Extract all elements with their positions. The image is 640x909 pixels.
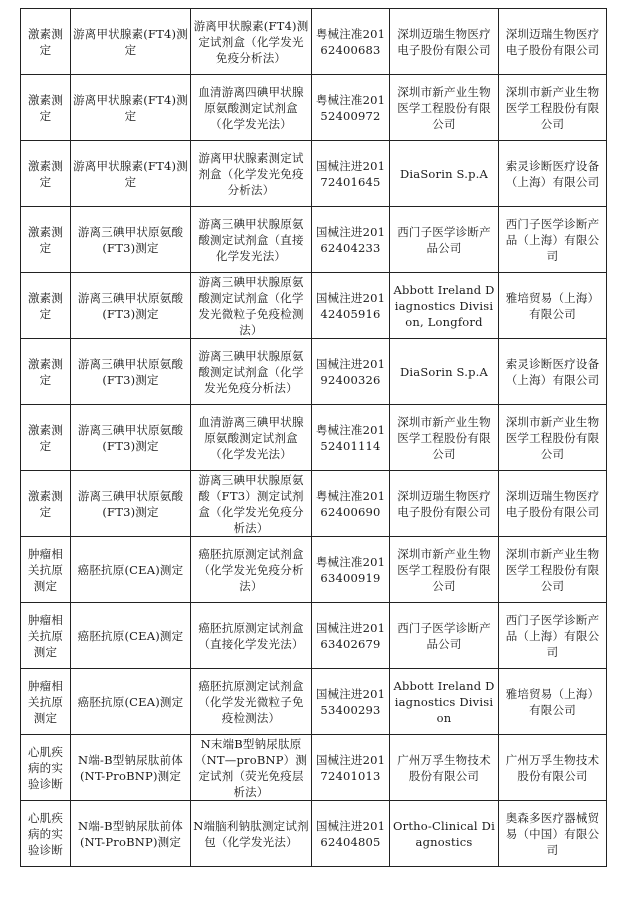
table-row	[21, 339, 607, 405]
agent-cell: 西门子医学诊断产品（上海）有限公司	[499, 603, 607, 669]
table-row	[21, 75, 607, 141]
product-name-cell: 游离三碘甲状腺原氨酸测定试剂盒（直接化学发光法）	[191, 207, 312, 273]
category-cell: 激素测定	[21, 141, 71, 207]
agent-cell: 奥森多医疗器械贸易（中国）有限公司	[499, 801, 607, 867]
test-item-cell: 癌胚抗原(CEA)测定	[71, 669, 191, 735]
test-item-cell: 游离甲状腺素(FT4)测定	[71, 141, 191, 207]
manufacturer-cell: 广州万孚生物技术股份有限公司	[390, 735, 499, 801]
category-cell: 肿瘤相关抗原测定	[21, 537, 71, 603]
test-item-cell: N端-B型钠尿肽前体(NT-ProBNP)测定	[71, 801, 191, 867]
manufacturer-cell: 深圳市新产业生物医学工程股份有限公司	[390, 537, 499, 603]
test-item-cell: 游离三碘甲状原氨酸(FT3)测定	[71, 273, 191, 339]
test-item-cell: 癌胚抗原(CEA)测定	[71, 603, 191, 669]
category-cell: 激素测定	[21, 405, 71, 471]
table-row	[21, 537, 607, 603]
agent-cell: 索灵诊断医疗设备（上海）有限公司	[499, 339, 607, 405]
category-cell: 激素测定	[21, 9, 71, 75]
product-name-cell: 游离甲状腺素(FT4)测定试剂盒（化学发光免疫分析法）	[191, 9, 312, 75]
table-row	[21, 273, 607, 339]
agent-cell: 广州万孚生物技术股份有限公司	[499, 735, 607, 801]
product-name-cell: N端脑利钠肽测定试剂包（化学发光法）	[191, 801, 312, 867]
table-row	[21, 471, 607, 537]
manufacturer-cell: 深圳迈瑞生物医疗电子股份有限公司	[390, 471, 499, 537]
category-cell: 肿瘤相关抗原测定	[21, 669, 71, 735]
test-item-cell: N端-B型钠尿肽前体(NT-ProBNP)测定	[71, 735, 191, 801]
table-row	[21, 9, 607, 75]
table-row	[21, 603, 607, 669]
registration-number-cell: 粤械注准20162400683	[312, 9, 390, 75]
product-name-cell: 癌胚抗原测定试剂盒（化学发光微粒子免疫检测法）	[191, 669, 312, 735]
table-row	[21, 207, 607, 273]
manufacturer-cell: Ortho-Clinical Diagnostics	[390, 801, 499, 867]
product-name-cell: 血清游离三碘甲状腺原氨酸测定试剂盒（化学发光法）	[191, 405, 312, 471]
category-cell: 激素测定	[21, 471, 71, 537]
product-name-cell: 血清游离四碘甲状腺原氨酸测定试剂盒（化学发光法）	[191, 75, 312, 141]
registration-table	[20, 8, 607, 867]
registration-number-cell: 国械注进20172401013	[312, 735, 390, 801]
manufacturer-cell: Abbott Ireland Diagnostics Division	[390, 669, 499, 735]
manufacturer-cell: DiaSorin S.p.A	[390, 339, 499, 405]
agent-cell: 索灵诊断医疗设备（上海）有限公司	[499, 141, 607, 207]
registration-number-cell: 粤械注准20152400972	[312, 75, 390, 141]
test-item-cell: 游离甲状腺素(FT4)测定	[71, 75, 191, 141]
category-cell: 激素测定	[21, 75, 71, 141]
category-cell: 心肌疾病的实验诊断	[21, 735, 71, 801]
table-body	[21, 9, 607, 867]
agent-cell: 雅培贸易（上海）有限公司	[499, 669, 607, 735]
registration-number-cell: 国械注进20172401645	[312, 141, 390, 207]
test-item-cell: 游离三碘甲状原氨酸(FT3)测定	[71, 207, 191, 273]
registration-number-cell: 国械注进20192400326	[312, 339, 390, 405]
agent-cell: 深圳迈瑞生物医疗电子股份有限公司	[499, 9, 607, 75]
registration-number-cell: 粤械注准20163400919	[312, 537, 390, 603]
category-cell: 激素测定	[21, 339, 71, 405]
agent-cell: 深圳迈瑞生物医疗电子股份有限公司	[499, 471, 607, 537]
product-name-cell: 游离甲状腺素测定试剂盒（化学发光免疫分析法）	[191, 141, 312, 207]
registration-number-cell: 国械注进20142405916	[312, 273, 390, 339]
registration-number-cell: 国械注进20162404805	[312, 801, 390, 867]
product-name-cell: 游离三碘甲状腺原氨酸测定试剂盒（化学发光微粒子免疫检测法）	[191, 273, 312, 339]
manufacturer-cell: 深圳市新产业生物医学工程股份有限公司	[390, 75, 499, 141]
table-row	[21, 801, 607, 867]
registration-number-cell: 粤械注准20162400690	[312, 471, 390, 537]
product-name-cell: 癌胚抗原测定试剂盒（化学发光免疫分析法）	[191, 537, 312, 603]
table-row	[21, 141, 607, 207]
product-name-cell: 游离三碘甲状腺原氨酸测定试剂盒（化学发光免疫分析法）	[191, 339, 312, 405]
registration-number-cell: 国械注进20163402679	[312, 603, 390, 669]
agent-cell: 西门子医学诊断产品（上海）有限公司	[499, 207, 607, 273]
test-item-cell: 游离三碘甲状原氨酸(FT3)测定	[71, 405, 191, 471]
test-item-cell: 游离三碘甲状原氨酸(FT3)测定	[71, 339, 191, 405]
manufacturer-cell: DiaSorin S.p.A	[390, 141, 499, 207]
agent-cell: 雅培贸易（上海）有限公司	[499, 273, 607, 339]
registration-number-cell: 国械注进20162404233	[312, 207, 390, 273]
category-cell: 激素测定	[21, 207, 71, 273]
registration-number-cell: 国械注进20153400293	[312, 669, 390, 735]
table-row	[21, 405, 607, 471]
manufacturer-cell: 深圳市新产业生物医学工程股份有限公司	[390, 405, 499, 471]
product-name-cell: N末端B型钠尿肽原（NT—proBNP）测定试剂（荧光免疫层析法）	[191, 735, 312, 801]
test-item-cell: 游离三碘甲状原氨酸(FT3)测定	[71, 471, 191, 537]
manufacturer-cell: Abbott Ireland Diagnostics Division, Longford	[390, 273, 499, 339]
category-cell: 激素测定	[21, 273, 71, 339]
product-name-cell: 癌胚抗原测定试剂盒（直接化学发光法）	[191, 603, 312, 669]
manufacturer-cell: 深圳迈瑞生物医疗电子股份有限公司	[390, 9, 499, 75]
manufacturer-cell: 西门子医学诊断产品公司	[390, 603, 499, 669]
agent-cell: 深圳市新产业生物医学工程股份有限公司	[499, 405, 607, 471]
agent-cell: 深圳市新产业生物医学工程股份有限公司	[499, 75, 607, 141]
agent-cell: 深圳市新产业生物医学工程股份有限公司	[499, 537, 607, 603]
category-cell: 心肌疾病的实验诊断	[21, 801, 71, 867]
table-row	[21, 669, 607, 735]
test-item-cell: 游离甲状腺素(FT4)测定	[71, 9, 191, 75]
product-name-cell: 游离三碘甲状腺原氨酸（FT3）测定试剂盒（化学发光免疫分析法）	[191, 471, 312, 537]
test-item-cell: 癌胚抗原(CEA)测定	[71, 537, 191, 603]
category-cell: 肿瘤相关抗原测定	[21, 603, 71, 669]
manufacturer-cell: 西门子医学诊断产品公司	[390, 207, 499, 273]
registration-number-cell: 粤械注准20152401114	[312, 405, 390, 471]
table-row	[21, 735, 607, 801]
